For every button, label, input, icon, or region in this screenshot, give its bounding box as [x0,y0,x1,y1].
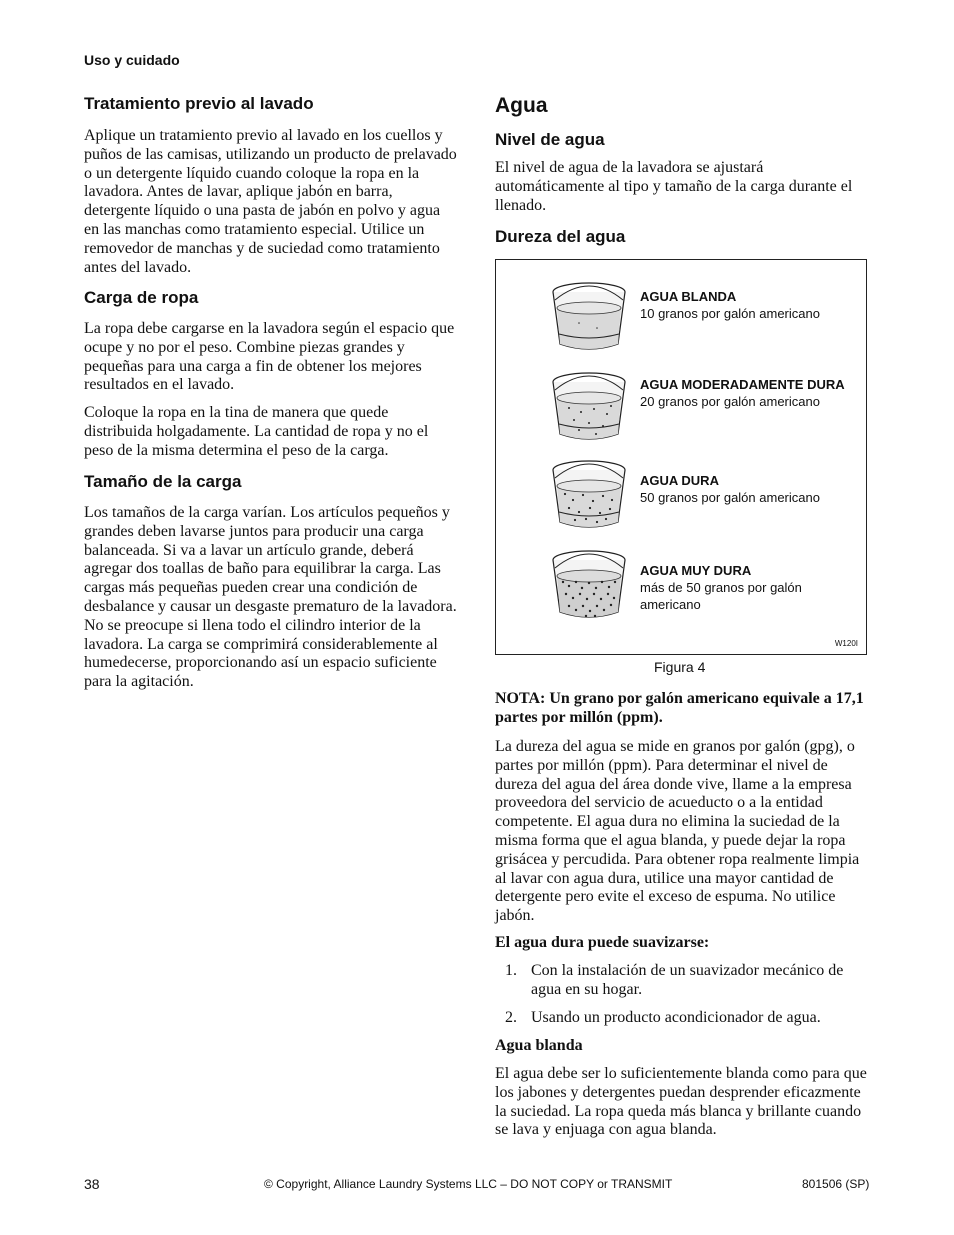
hardness-desc: 20 granos por galón americano [640,394,820,409]
heading-water-hardness: Dureza del agua [495,227,626,246]
bucket-moderate-icon [549,368,629,448]
hardness-desc: 50 granos por galón americano [640,490,820,505]
heading-pretreat: Tratamiento previo al lavado [84,94,314,113]
list-text: Usando un producto acondicionador de agua. [531,1008,821,1026]
figure-code: W120I [834,639,858,648]
list-item [495,1009,873,1028]
hardness-desc: más de 50 granos por galón americano [640,580,802,612]
hardness-title: AGUA BLANDA [640,289,737,304]
hardness-figure [495,259,867,655]
list-number: 1. [505,962,517,979]
soften-list [495,962,873,1027]
hardness-title: AGUA MUY DURA [640,563,752,578]
section-label: Uso y cuidado [84,52,180,68]
heading-load: Carga de ropa [84,288,199,307]
note: NOTA: Un grano por galón americano equivale a 17,1 partes por millón (ppm). [495,690,864,726]
load-size-body: Los tamaños de la carga varían. Los artículos pequeños y grandes deben lavarse juntos para producir una carga balanceada. Si va a lavar un artículo grande, deberá agregar dos toallas de baño para equilibrar la carga. Las cargas más pequeñas pueden crear una condición de desbalance y causar un desgaste prematuro de la lavadora. No se preocupe si llena todo el cilindro interior de la lavadora. La carga se comprimirá considerablemente al humedecerse, proporcionando así un espacio suficiente para la agitación. [84,504,457,691]
hardness-title: AGUA DURA [640,473,719,488]
soften-title: El agua dura puede suavizarse: [495,934,710,951]
list-text: Con la instalación de un suavizador mecánico de agua en su hogar. [531,962,844,998]
bucket-soft-icon [549,278,629,358]
doc-number: 801506 (SP) [802,1177,870,1191]
bucket-very-hard-icon [549,546,629,626]
hardness-desc: 10 granos por galón americano [640,306,820,321]
hardness-body: La dureza del agua se mide en granos por galón (gpg), o partes por millón (ppm). Para determinar el nivel de dureza del agua del área donde vive, llame a la empresa proveedora del servicio de acueducto o a la entidad competente. El agua dura no elimina la suciedad de la misma forma que el agua blanda, y puede dejar la ropa grisácea y percudida. Para obtener ropa realmente limpia al lavar con agua dura, utilice una mayor cantidad de detergente pero evite el exceso de espuma. No utilice jabón. [495,738,860,925]
soft-water-title: Agua blanda [495,1037,583,1054]
load-para-1: La ropa debe cargarse en la lavadora según el espacio que ocupe y no por el peso. Combine piezas grandes y pequeñas para una carga a fin de obtener los mejores resultados en el lavado. [84,320,455,394]
bucket-hard-icon [549,456,629,536]
heading-water: Agua [495,94,548,117]
soft-water-body: El agua debe ser lo suficientemente blanda como para que los jabones y detergentes puedan desprender eficazmente la suciedad. La ropa queda más blanca y brillante cuando se lava y enjuaga con agua blanda. [495,1065,867,1139]
pretreat-body: Aplique un tratamiento previo al lavado en los cuellos y puños de las camisas, utilizando un producto de prelavado o un detergente líquido cuando coloque la ropa en la lavadora. Antes de lavar, aplique jabón en barra, detergente líquido o una pasta de jabón en polvo y agua en las manchas como tratamiento especial. Utilice un removedor de manchas y de suciedad como tratamiento antes del lavado. [84,127,457,276]
hardness-soft-label [640,288,865,322]
water-level-body: El nivel de agua de la lavadora se ajustará automáticamente al tipo y tamaño de la carga durante el llenado. [495,159,853,214]
list-item [495,962,873,1000]
page-number: 38 [84,1176,100,1192]
load-para-2: Coloque la ropa en la tina de manera que quede distribuida holgadamente. La cantidad de ropa y no el peso de la misma determina el peso de la carga. [84,404,429,459]
list-number: 2. [505,1008,517,1026]
hardness-moderate-label [640,376,865,410]
hardness-hard-label [640,472,865,506]
figure-caption: Figura 4 [654,659,706,675]
hardness-title: AGUA MODERADAMENTE DURA [640,377,845,392]
copyright: © Copyright, Alliance Laundry Systems LLC – DO NOT COPY or TRANSMIT [264,1177,673,1191]
heading-water-level: Nivel de agua [495,130,605,149]
hardness-very-hard-label [640,562,865,613]
heading-load-size: Tamaño de la carga [84,472,242,491]
